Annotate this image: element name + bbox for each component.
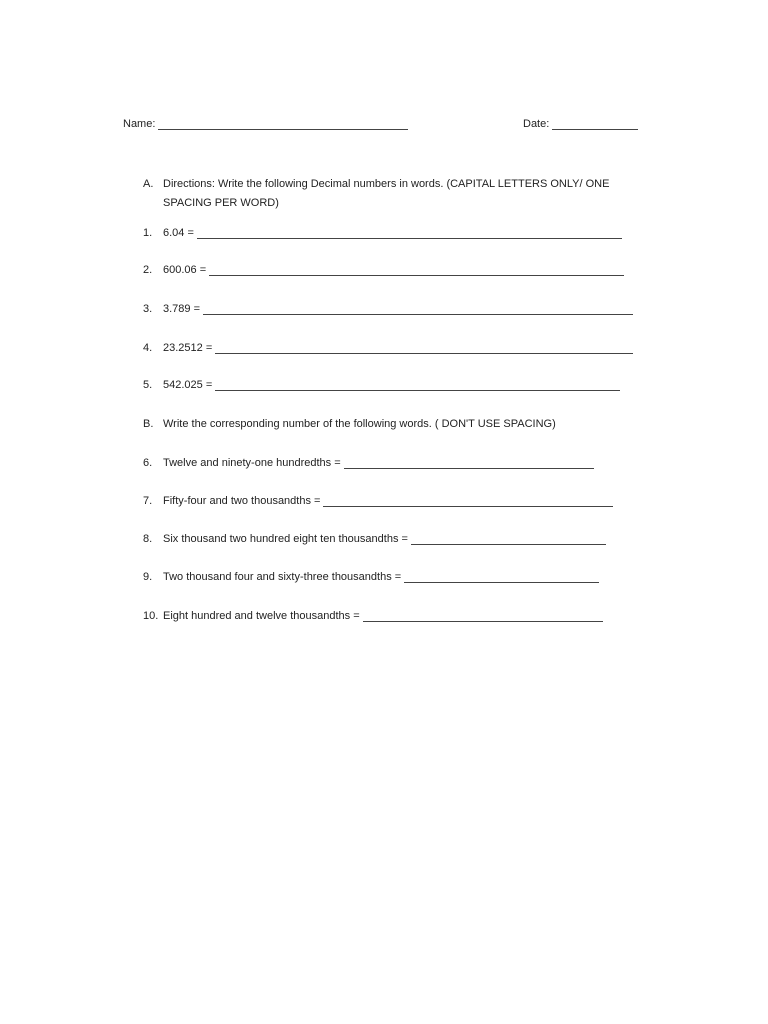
name-answer-line[interactable] — [158, 119, 408, 130]
question-number: 2. — [143, 264, 153, 276]
question-number: 10. — [143, 610, 159, 622]
question-text: Eight hundred and twelve thousandths = — [163, 610, 360, 622]
date-label: Date: — [523, 118, 550, 130]
question-text: Fifty-four and two thousandths = — [163, 495, 321, 507]
answer-line-1[interactable] — [197, 228, 622, 239]
question-7 — [143, 495, 613, 507]
section-a-text: Directions: Write the following Decimal numbers in words. (CAPITAL LETTERS ONLY/ ONE SPACING PER WORD) — [163, 178, 610, 209]
answer-line-9[interactable] — [404, 572, 599, 583]
name-row — [123, 118, 408, 130]
answer-line-8[interactable] — [411, 534, 606, 545]
question-6 — [143, 457, 594, 469]
question-10 — [143, 610, 603, 622]
question-text: 542.025 = — [163, 379, 213, 391]
section-b-directions — [143, 418, 556, 430]
question-1 — [143, 227, 622, 239]
question-8 — [143, 533, 606, 545]
question-number: 9. — [143, 571, 153, 583]
answer-line-2[interactable] — [209, 265, 624, 276]
question-number: 3. — [143, 303, 153, 315]
name-label: Name: — [123, 118, 156, 130]
answer-line-5[interactable] — [215, 380, 620, 391]
question-text: Six thousand two hundred eight ten thousandths = — [163, 533, 408, 545]
question-number: 7. — [143, 495, 153, 507]
question-text: 23.2512 = — [163, 342, 213, 354]
section-b-text: Write the corresponding number of the following words. ( DON'T USE SPACING) — [163, 418, 556, 430]
question-text: Two thousand four and sixty-three thousandths = — [163, 571, 402, 583]
question-number: 4. — [143, 342, 153, 354]
question-text: Twelve and ninety-one hundredths = — [163, 457, 341, 469]
section-a-letter: A. — [143, 178, 154, 190]
answer-line-7[interactable] — [323, 496, 613, 507]
date-answer-line[interactable] — [552, 119, 638, 130]
section-a-directions — [143, 175, 643, 213]
question-4 — [143, 342, 633, 354]
question-number: 8. — [143, 533, 153, 545]
question-text: 600.06 = — [163, 264, 207, 276]
question-9 — [143, 571, 599, 583]
section-b-letter: B. — [143, 418, 154, 430]
question-5 — [143, 379, 620, 391]
answer-line-4[interactable] — [215, 343, 633, 354]
question-3 — [143, 303, 633, 315]
question-number: 1. — [143, 227, 153, 239]
answer-line-10[interactable] — [363, 611, 603, 622]
question-text: 6.04 = — [163, 227, 194, 239]
question-number: 6. — [143, 457, 153, 469]
question-number: 5. — [143, 379, 153, 391]
answer-line-3[interactable] — [203, 304, 633, 315]
answer-line-6[interactable] — [344, 458, 594, 469]
question-text: 3.789 = — [163, 303, 201, 315]
date-row — [523, 118, 638, 130]
question-2 — [143, 264, 624, 276]
